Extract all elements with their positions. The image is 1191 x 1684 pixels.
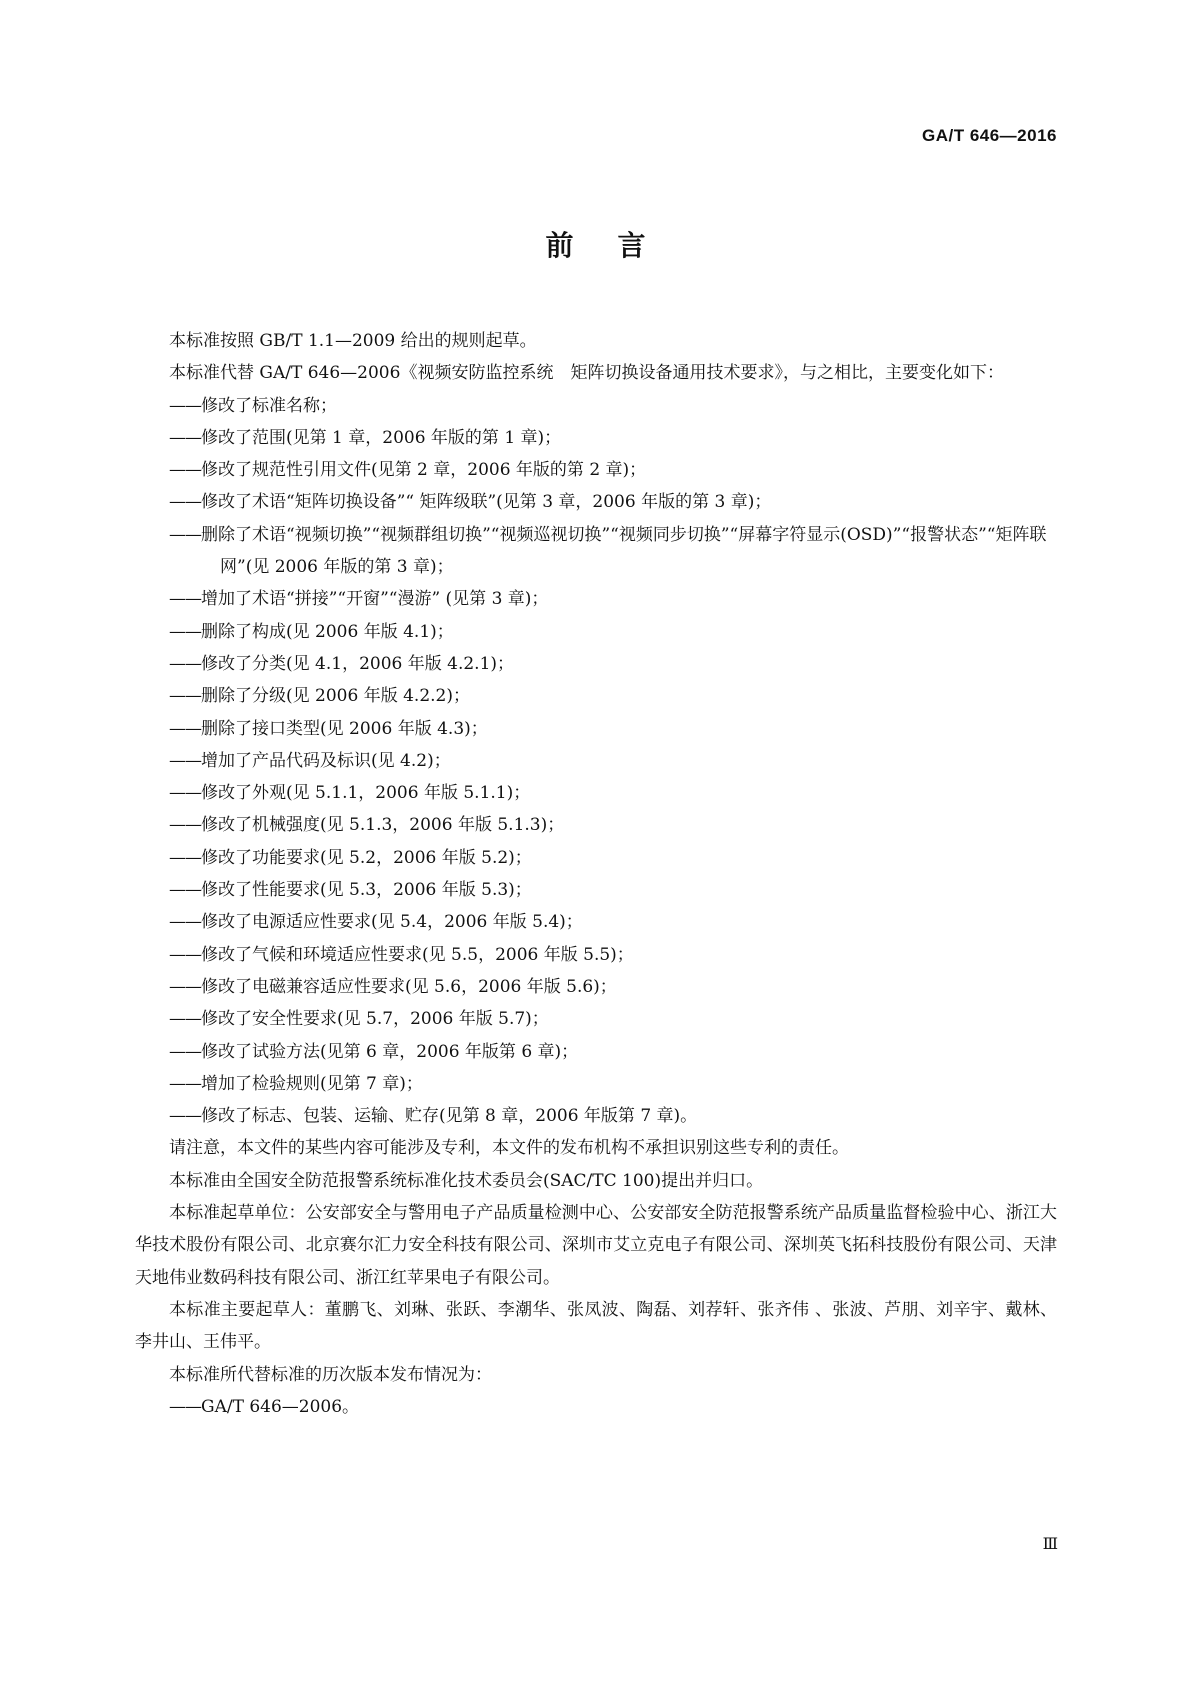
change-item: [135, 390, 1057, 422]
dash-mark: ——: [169, 783, 201, 804]
change-text: 修改了范围(见第 1 章，2006 年版的第 1 章)；: [201, 427, 562, 448]
dash-mark: ——: [169, 524, 201, 545]
previous-version-list: [135, 1391, 1057, 1423]
change-text: 删除了分级(见 2006 年版 4.2.2)；: [201, 686, 470, 707]
change-text: 修改了术语“矩阵切换设备”“ 矩阵级联”(见第 3 章，2006 年版的第 3 章)；: [201, 492, 772, 513]
dash-mark: ——: [169, 847, 201, 868]
version-history-intro: 本标准所代替标准的历次版本发布情况为：: [169, 1364, 492, 1385]
change-item: [135, 713, 1057, 745]
dash-mark: ——: [169, 718, 201, 739]
change-text: 增加了术语“拼接”“开窗”“漫游” (见第 3 章)；: [201, 589, 549, 610]
dash-mark: ——: [169, 1106, 201, 1127]
change-item: [135, 1068, 1057, 1100]
change-item: [135, 583, 1057, 615]
change-item: [135, 777, 1057, 809]
change-item: [135, 422, 1057, 454]
dash-mark: ——: [169, 880, 201, 901]
change-text: 修改了标准名称；: [201, 395, 337, 416]
proposer-paragraph: 本标准由全国安全防范报警系统标准化技术委员会(SAC/TC 100)提出并归口。: [169, 1170, 764, 1191]
standard-number: GA/T 646—2016: [921, 126, 1057, 145]
intro-paragraph: 本标准按照 GB/T 1.1—2009 给出的规则起草。: [169, 331, 537, 351]
change-item: [135, 745, 1057, 777]
dash-mark: ——: [169, 1073, 201, 1094]
page-title: 前言: [545, 229, 690, 262]
change-text: 删除了构成(见 2006 年版 4.1)；: [201, 621, 454, 642]
foreword-body: [135, 325, 1057, 1423]
change-text: 修改了安全性要求(见 5.7，2006 年版 5.7)；: [201, 1009, 549, 1030]
change-item: [135, 1100, 1057, 1132]
previous-version-item: [135, 1391, 1057, 1423]
change-item: [135, 939, 1057, 971]
dash-mark: ——: [169, 492, 201, 513]
change-item: [135, 486, 1057, 518]
dash-mark: ——: [169, 944, 201, 965]
change-item: [135, 519, 1057, 584]
dash-mark: ——: [169, 750, 201, 771]
dash-mark: ——: [169, 395, 201, 416]
dash-mark: ——: [169, 589, 201, 610]
change-text: 修改了电源适应性要求(见 5.4，2006 年版 5.4)；: [201, 912, 583, 933]
change-list: [135, 390, 1057, 1133]
dash-mark: ——: [169, 976, 201, 997]
dash-mark: ——: [169, 1396, 201, 1417]
dash-mark: ——: [169, 621, 201, 642]
dash-mark: ——: [169, 460, 201, 481]
change-text: 增加了产品代码及标识(见 4.2)；: [201, 750, 451, 771]
change-item: [135, 1036, 1057, 1068]
change-item: [135, 809, 1057, 841]
dash-mark: ——: [169, 912, 201, 933]
page-number: Ⅲ: [1042, 1534, 1058, 1553]
change-item: [135, 454, 1057, 486]
drafting-units-paragraph: 本标准起草单位：公安部安全与警用电子产品质量检测中心、公安部安全防范报警系统产品质量监督检验中心、浙江大华技术股份有限公司、北京赛尔汇力安全科技有限公司、深圳市艾立克电子有限公司、深圳英飞拓科技股份有限公司、天津天地伟业数码科技有限公司、浙江红苹果电子有限公司。: [135, 1203, 1057, 1288]
dash-mark: ——: [169, 653, 201, 674]
change-text: 修改了功能要求(见 5.2，2006 年版 5.2)；: [201, 847, 532, 868]
drafters-paragraph: 本标准主要起草人：董鹏飞、刘琳、张跃、李潮华、张凤波、陶磊、刘荐轩、张齐伟 、张波、芦朋、刘辛宇、戴林、李井山、王伟平。: [135, 1299, 1057, 1353]
dash-mark: ——: [169, 1041, 201, 1062]
change-item: [135, 648, 1057, 680]
dash-mark: ——: [169, 815, 201, 836]
dash-mark: ——: [169, 427, 201, 448]
change-item: [135, 680, 1057, 712]
change-item: [135, 1003, 1057, 1035]
change-item: [135, 971, 1057, 1003]
change-text: 修改了机械强度(见 5.1.3，2006 年版 5.1.3)；: [201, 815, 565, 836]
change-text: 修改了电磁兼容适应性要求(见 5.6，2006 年版 5.6)；: [201, 976, 617, 997]
change-text: 删除了接口类型(见 2006 年版 4.3)；: [201, 718, 488, 739]
change-item: [135, 616, 1057, 648]
change-text: 修改了分类(见 4.1，2006 年版 4.2.1)；: [201, 653, 515, 674]
dash-mark: ——: [169, 686, 201, 707]
change-text: 修改了规范性引用文件(见第 2 章，2006 年版的第 2 章)；: [201, 460, 647, 481]
change-text: 删除了术语“视频切换”“视频群组切换”“视频巡视切换”“视频同步切换”“屏幕字符显示(OSD)”“报警状态”“矩阵联网”(见 2006 年版的第 3 章)；: [201, 524, 1047, 578]
change-item: [135, 842, 1057, 874]
change-item: [135, 874, 1057, 906]
change-item: [135, 906, 1057, 938]
change-text: 修改了气候和环境适应性要求(见 5.5，2006 年版 5.5)；: [201, 944, 634, 965]
change-text: 修改了性能要求(见 5.3，2006 年版 5.3)；: [201, 880, 532, 901]
patent-notice: 请注意，本文件的某些内容可能涉及专利，本文件的发布机构不承担识别这些专利的责任。: [169, 1138, 849, 1159]
change-text: 修改了外观(见 5.1.1，2006 年版 5.1.1)；: [201, 783, 531, 804]
change-text: 修改了试验方法(见第 6 章，2006 年版第 6 章)；: [201, 1041, 579, 1062]
dash-mark: ——: [169, 1009, 201, 1030]
change-text: 增加了检验规则(见第 7 章)；: [201, 1073, 423, 1094]
previous-version-text: GA/T 646—2006。: [201, 1396, 360, 1417]
change-text: 修改了标志、包装、运输、贮存(见第 8 章，2006 年版第 7 章)。: [201, 1106, 698, 1127]
intro-paragraph: 本标准代替 GA/T 646—2006《视频安防监控系统 矩阵切换设备通用技术要求》，与之相比，主要变化如下：: [169, 363, 1004, 384]
